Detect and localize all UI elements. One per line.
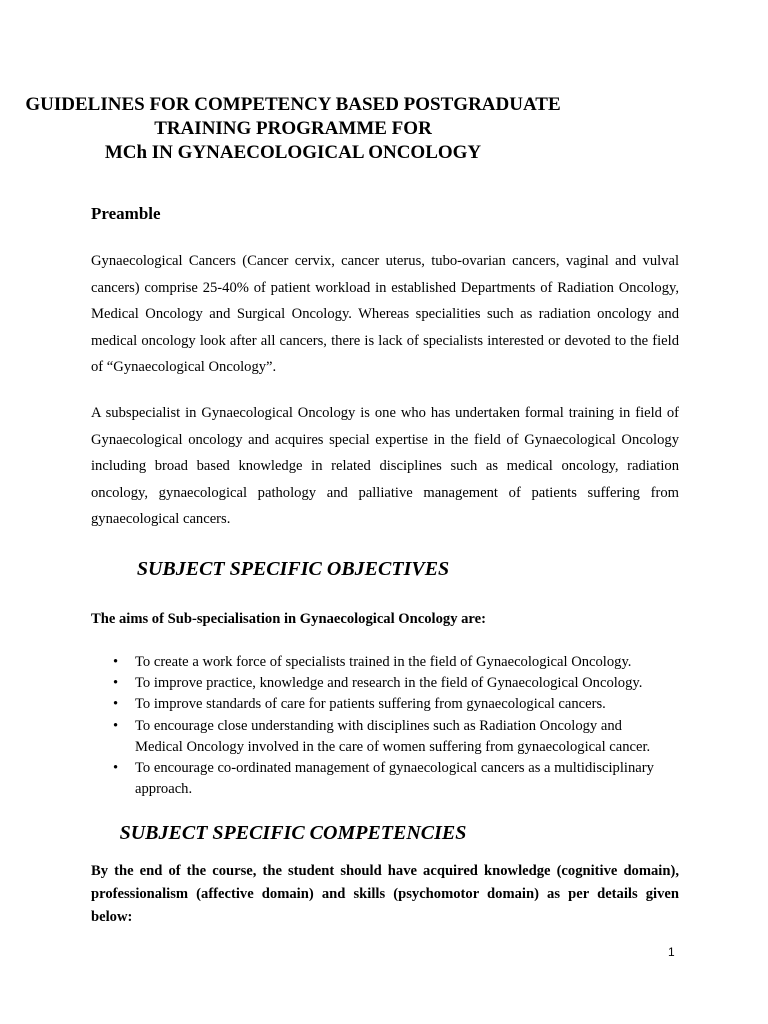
- list-item: [91, 758, 655, 800]
- list-item-text: To encourage co-ordinated management of gynaecological cancers as a multidisciplinary approach.: [135, 760, 654, 798]
- list-item-text: To create a work force of specialists trained in the field of Gynaecological Oncology.: [135, 654, 632, 670]
- bullet-icon: •: [113, 717, 119, 734]
- list-item: [91, 694, 655, 715]
- bullet-icon: •: [113, 654, 119, 670]
- list-item-text: To improve standards of care for patients suffering from gynaecological cancers.: [135, 696, 606, 713]
- bullet-icon: •: [113, 675, 119, 692]
- list-item: [91, 716, 655, 758]
- list-item-text: To improve practice, knowledge and research in the field of Gynaecological Oncology.: [135, 675, 643, 692]
- list-item: [91, 652, 655, 673]
- preamble-heading: Preamble: [91, 204, 161, 223]
- list-item-text: To encourage close understanding with disciplines such as Radiation Oncology and Medical Oncology involved in the care of women suffering from gynaecological cancer.: [135, 717, 651, 755]
- bullet-icon: •: [113, 760, 119, 777]
- preamble-paragraph-2: A subspecialist in Gynaecological Oncology is one who has undertaken formal training in field of Gynaecological oncology and acquires special expertise in the field of Gynaecological Oncology including broad based knowledge in related disciplines such as medical oncology, radiation oncology, gynaecological pathology and palliative management of patients suffering from gynaecological cancers.: [91, 405, 679, 528]
- bullet-icon: •: [113, 696, 119, 713]
- list-item: [91, 673, 655, 694]
- document-title: [0, 93, 677, 165]
- competencies-intro: By the end of the course, the student should have acquired knowledge (cognitive domain), professionalism (affective domain) and skills (psychomotor domain) as per details given below:: [91, 863, 679, 925]
- page-number: 1: [668, 945, 675, 959]
- objectives-heading: SUBJECT SPECIFIC OBJECTIVES: [136, 558, 450, 580]
- aims-heading: The aims of Sub-specialisation in Gynaecological Oncology are:: [91, 611, 486, 627]
- preamble-paragraph-1: Gynaecological Cancers (Cancer cervix, cancer uterus, tubo-ovarian cancers, vaginal and vulval cancers) comprise 25-40% of patient workload in established Departments of Radiation Oncology, Medical Oncology and Surgical Oncology. Whereas specialities such as radiation oncology and medical oncology look after all cancers, there is lack of specialists interested or devoted to the field of “Gynaecological Oncology”.: [91, 253, 679, 376]
- title-line-2: TRAINING PROGRAMME FOR: [154, 118, 432, 139]
- title-line-1: GUIDELINES FOR COMPETENCY BASED POSTGRADUATE: [25, 94, 561, 115]
- competencies-heading: SUBJECT SPECIFIC COMPETENCIES: [119, 822, 467, 844]
- objectives-list: [91, 652, 679, 800]
- title-line-3: MCh IN GYNAECOLOGICAL ONCOLOGY: [104, 142, 482, 163]
